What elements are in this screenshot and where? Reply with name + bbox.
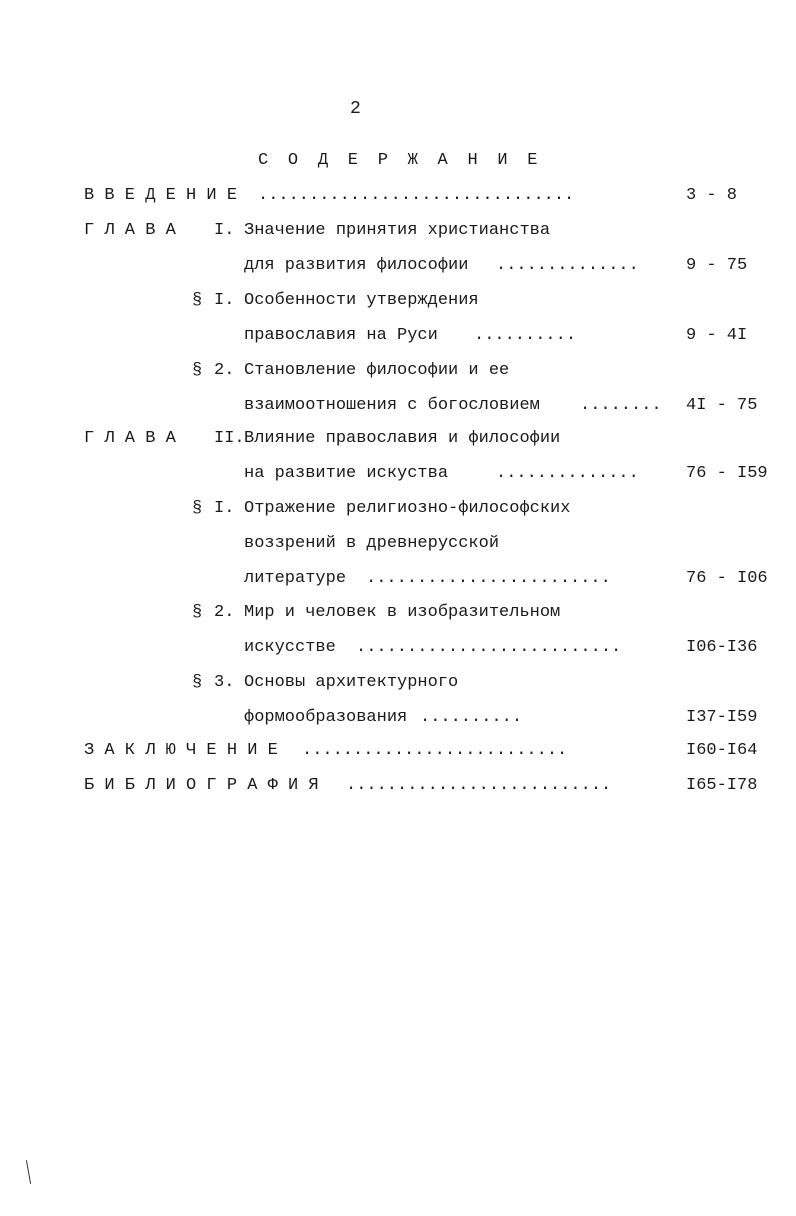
- toc-ch1-s2-title-line2: взаимоотношения с богословием: [244, 396, 540, 415]
- toc-ch2-s2-dots: ..........................: [356, 638, 622, 657]
- toc-ch2-dots: ..............: [496, 464, 639, 483]
- toc-ch2-s2-number: 2.: [214, 603, 235, 622]
- toc-ch1-s2-dots: ........: [580, 396, 662, 415]
- toc-ch2-s2-title-line1: Мир и человек в изобразительном: [244, 603, 561, 622]
- toc-ch1-number: I.: [214, 221, 235, 240]
- toc-section-sign: §: [192, 499, 203, 518]
- toc-ch2-s1-title-line3: литературе: [244, 569, 347, 588]
- toc-ch2-s2-pages: I06-I36: [686, 638, 758, 657]
- toc-bibliography-label: Б И Б Л И О Г Р А Ф И Я: [84, 776, 319, 795]
- toc-ch1-s1-title-line2: православия на Руси: [244, 326, 438, 345]
- toc-ch1-s2-pages: 4I - 75: [686, 396, 758, 415]
- toc-ch2-title-line2: на развитие искуства: [244, 464, 449, 483]
- toc-ch2-s3-title-line1: Основы архитектурного: [244, 673, 459, 692]
- toc-ch1-s1-title-line1: Особенности утверждения: [244, 291, 479, 310]
- toc-ch2-s1-pages: 76 - I06: [686, 569, 768, 588]
- toc-conclusion-pages: I60-I64: [686, 741, 758, 760]
- scan-mark: [26, 1160, 31, 1184]
- toc-section-sign: §: [192, 291, 203, 310]
- toc-ch1-s2-title-line1: Становление философии и ее: [244, 361, 510, 380]
- toc-section-sign: §: [192, 361, 203, 380]
- toc-section-sign: §: [192, 673, 203, 692]
- toc-ch2-s1-dots: ........................: [366, 569, 611, 588]
- toc-ch2-s2-title-line2: искусстве: [244, 638, 336, 657]
- toc-intro-dots: ...............................: [258, 186, 575, 205]
- toc-ch1-title-line1: Значение принятия христианства: [244, 221, 551, 240]
- toc-ch2-s3-number: 3.: [214, 673, 235, 692]
- toc-conclusion-label: З А К Л Ю Ч Е Н И Е: [84, 741, 278, 760]
- toc-ch1-pages: 9 - 75: [686, 256, 748, 275]
- toc-ch2-s1-title-line1: Отражение религиозно-философских: [244, 499, 571, 518]
- toc-ch2-number: II.: [214, 429, 245, 448]
- toc-ch1-s1-number: I.: [214, 291, 235, 310]
- toc-ch2-s3-pages: I37-I59: [686, 708, 758, 727]
- toc-bibliography-dots: ..........................: [346, 776, 612, 795]
- toc-intro-pages: 3 - 8: [686, 186, 738, 205]
- page-number: 2: [350, 99, 361, 119]
- toc-ch2-s1-title-line2: воззрений в древнерусской: [244, 534, 500, 553]
- toc-ch2-s3-dots: ..........: [420, 708, 523, 727]
- toc-ch2-title-line1: Влияние православия и философии: [244, 429, 561, 448]
- toc-conclusion-dots: ..........................: [302, 741, 568, 760]
- toc-bibliography-pages: I65-I78: [686, 776, 758, 795]
- toc-ch1-dots: ..............: [496, 256, 639, 275]
- toc-intro-label: В В Е Д Е Н И Е: [84, 186, 238, 205]
- page-title: С О Д Е Р Ж А Н И Е: [258, 151, 543, 170]
- toc-ch1-title-line2: для развития философии: [244, 256, 469, 275]
- toc-ch2-s3-title-line2: формообразования: [244, 708, 408, 727]
- toc-ch2-s1-number: I.: [214, 499, 235, 518]
- toc-ch2-label: Г Л А В А: [84, 429, 176, 448]
- toc-ch1-s2-number: 2.: [214, 361, 235, 380]
- toc-ch2-pages: 76 - I59: [686, 464, 768, 483]
- toc-section-sign: §: [192, 603, 203, 622]
- toc-ch1-label: Г Л А В А: [84, 221, 176, 240]
- toc-ch1-s1-pages: 9 - 4I: [686, 326, 748, 345]
- toc-ch1-s1-dots: ..........: [474, 326, 577, 345]
